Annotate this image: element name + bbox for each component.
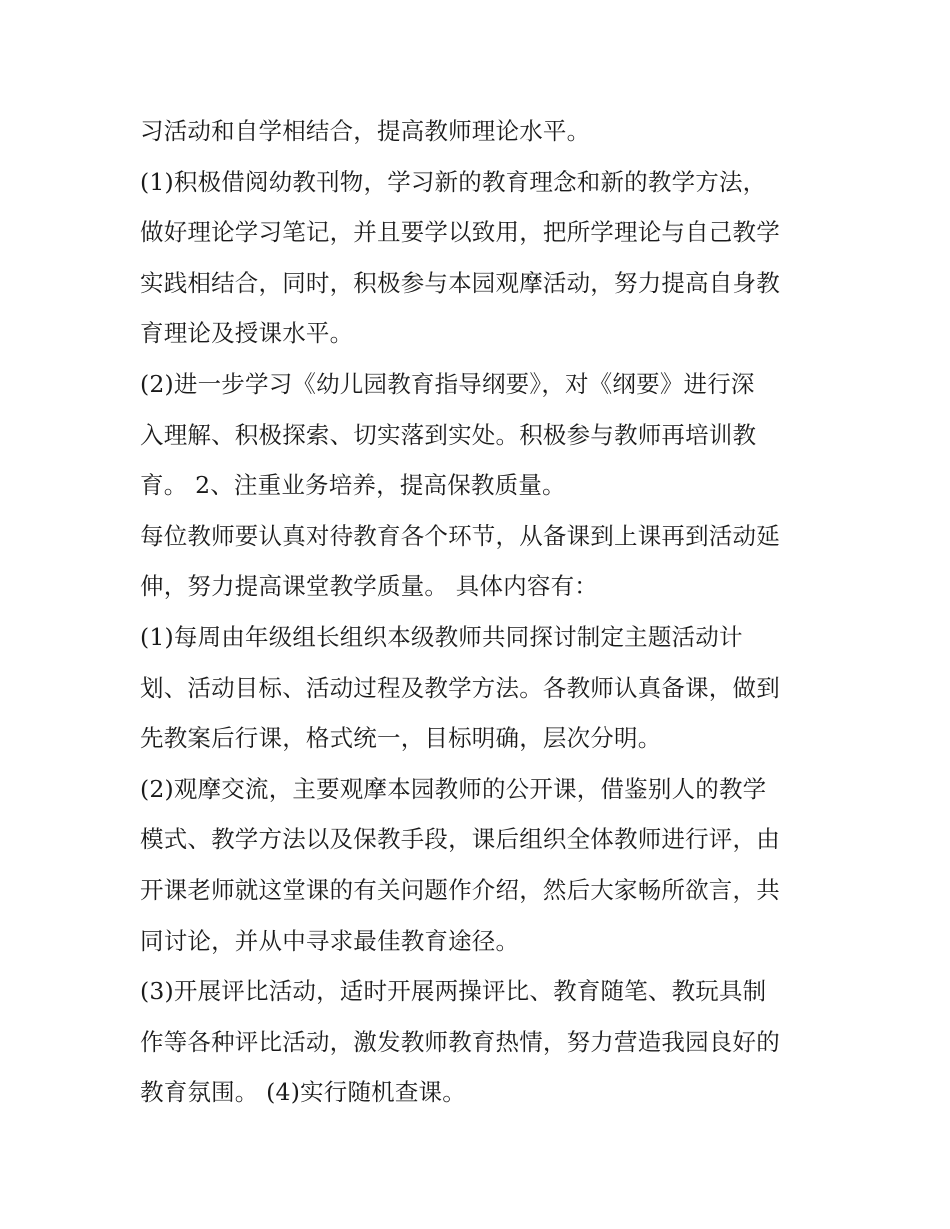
text-line: 模式、教学方法以及保教手段，课后组织全体教师进行评，由 <box>140 825 780 854</box>
text-line: 每位教师要认真对待教育各个环节，从备课到上课再到活动延 <box>140 521 780 550</box>
text-line: 开课老师就这堂课的有关问题作介绍，然后大家畅所欲言，共 <box>140 875 780 904</box>
text-line: (3)开展评比活动，适时开展两操评比、教育随笔、教玩具制 <box>140 977 767 1006</box>
text-line: (2)进一步学习《幼儿园教育指导纲要》，对《纲要》进行深 <box>140 369 755 398</box>
text-line: 伸，努力提高课堂教学质量。 具体内容有： <box>140 572 598 601</box>
text-line: 做好理论学习笔记，并且要学以致用，把所学理论与自己教学 <box>140 218 780 247</box>
text-line: 实践相结合，同时，积极参与本园观摩活动，努力提高自身教 <box>140 268 780 297</box>
text-line: 先教案后行课，格式统一，目标明确，层次分明。 <box>140 724 662 753</box>
text-line: 教育氛围。 (4)实行随机查课。 <box>140 1078 466 1107</box>
text-line: 作等各种评比活动，激发教师教育热情，努力营造我园良好的 <box>140 1027 780 1056</box>
text-line: 入理解、积极探索、切实落到实处。积极参与教师再培训教 <box>140 420 757 449</box>
text-line: 育。 2、注重业务培养，提高保教质量。 <box>140 471 566 500</box>
text-line: 同讨论，并从中寻求最佳教育途径。 <box>140 926 520 955</box>
text-line: 育理论及授课水平。 <box>140 319 354 348</box>
text-line: 习活动和自学相结合，提高教师理论水平。 <box>140 117 591 145</box>
text-line: (1)每周由年级组长组织本级教师共同探讨制定主题活动计 <box>140 622 743 651</box>
text-line: (1)积极借阅幼教刊物，学习新的教育理念和新的教学方法， <box>140 167 767 196</box>
text-line: (2)观摩交流，主要观摩本园教师的公开课，借鉴别人的教学 <box>140 774 767 803</box>
document-body <box>140 106 830 1118</box>
text-line: 划、活动目标、活动过程及教学方法。各教师认真备课，做到 <box>140 673 780 702</box>
